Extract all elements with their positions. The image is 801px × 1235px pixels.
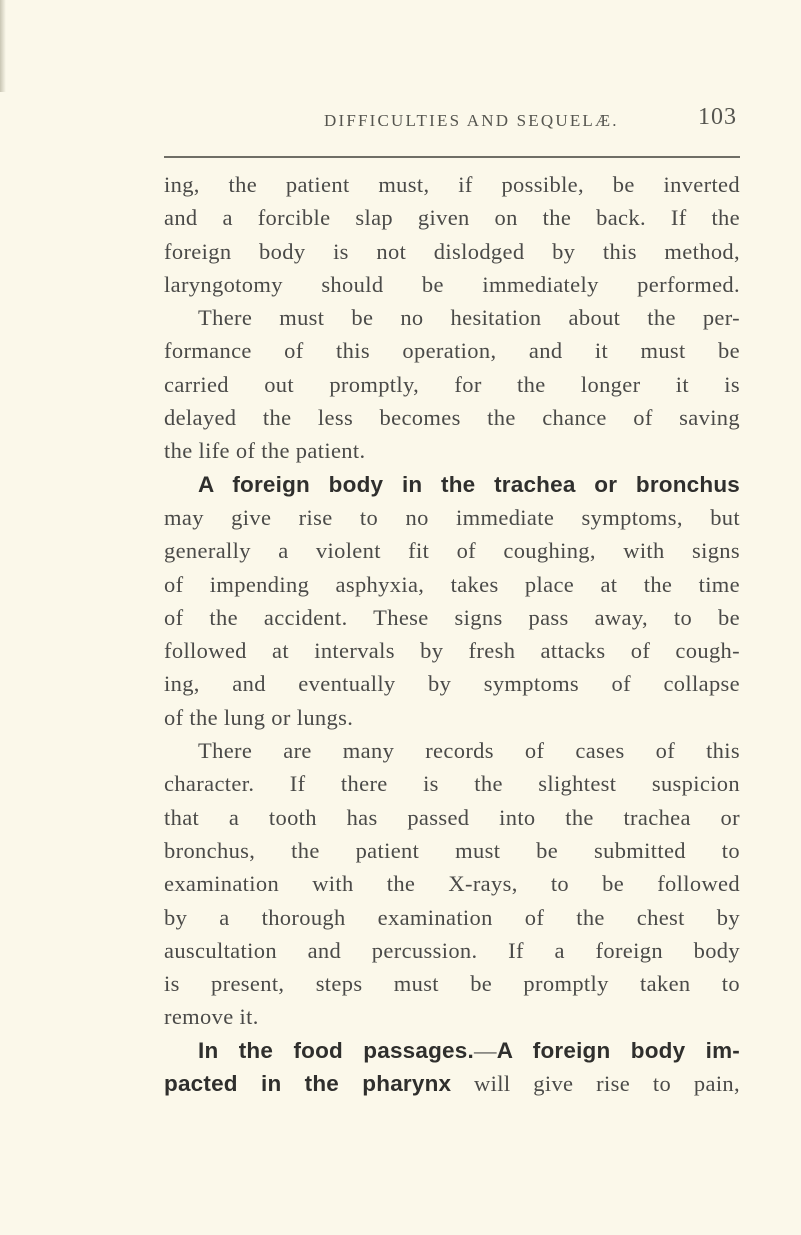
bold-text-run: In the food passages. <box>198 1037 474 1063</box>
body-text <box>164 168 740 1100</box>
text-line <box>164 1000 740 1033</box>
text-run: bronchus, the patient must be submitted to <box>164 837 740 863</box>
text-run: foreign body is not dislodged by this method, <box>164 238 740 264</box>
text-line <box>164 867 740 900</box>
text-run: There must be no hesitation about the per- <box>198 305 740 331</box>
text-run: ing, and eventually by symptoms of collapse <box>164 671 740 697</box>
text-line <box>164 601 740 634</box>
running-title: DIFFICULTIES AND SEQUELÆ. <box>324 111 619 130</box>
page-edge-shadow <box>0 0 6 92</box>
text-line <box>164 301 740 334</box>
text-line <box>164 568 740 601</box>
text-run: will give rise to pain, <box>451 1071 740 1097</box>
text-run: laryngotomy should be immediately performed. <box>164 271 740 297</box>
text-run: may give rise to no immediate symptoms, but <box>164 504 740 530</box>
text-run: examination with the X-rays, to be followed <box>164 871 740 897</box>
text-run: ing, the patient must, if possible, be inverted <box>164 172 740 197</box>
text-run: delayed the less becomes the chance of saving <box>164 405 740 431</box>
text-line <box>164 901 740 934</box>
running-head <box>164 104 740 138</box>
page-number: 103 <box>698 104 737 130</box>
header-rule <box>164 156 740 158</box>
text-line <box>164 401 740 434</box>
text-line <box>164 468 740 501</box>
text-line <box>164 201 740 234</box>
text-line <box>164 235 740 268</box>
text-run: carried out promptly, for the longer it is <box>164 371 740 397</box>
text-line <box>164 734 740 767</box>
text-line <box>164 1034 740 1067</box>
text-run: generally a violent fit of coughing, with signs <box>164 538 740 564</box>
text-line <box>164 368 740 401</box>
text-line <box>164 801 740 834</box>
bold-text-run: A foreign body im- <box>496 1037 740 1063</box>
text-run: that a tooth has passed into the trachea or <box>164 804 740 830</box>
text-run: character. If there is the slightest suspicion <box>164 771 740 797</box>
text-line <box>164 334 740 367</box>
text-run: of the accident. These signs pass away, to be <box>164 604 740 630</box>
text-run: formance of this operation, and it must be <box>164 338 740 364</box>
text-run: followed at intervals by fresh attacks of cough- <box>164 638 740 664</box>
text-line <box>164 834 740 867</box>
text-run: remove it. <box>164 1004 259 1030</box>
bold-text-run: pacted in the pharynx <box>164 1071 452 1097</box>
bold-text-run: A foreign body in the trachea or bronchus <box>198 471 740 497</box>
text-line <box>164 967 740 1000</box>
text-run: There are many records of cases of this <box>198 738 740 764</box>
text-line <box>164 501 740 534</box>
text-line <box>164 667 740 700</box>
text-run: by a thorough examination of the chest by <box>164 904 740 930</box>
text-line <box>164 634 740 667</box>
text-run: and a forcible slap given on the back. If the <box>164 205 740 231</box>
text-line <box>164 534 740 567</box>
text-run: — <box>473 1037 497 1063</box>
text-run: of the lung or lungs. <box>164 704 354 730</box>
text-line <box>164 934 740 967</box>
text-run: is present, steps must be promptly taken to <box>164 971 740 997</box>
text-line <box>164 767 740 800</box>
text-line <box>164 268 740 301</box>
text-line <box>164 1067 740 1100</box>
text-line <box>164 701 740 734</box>
text-line <box>164 434 740 467</box>
text-line <box>164 168 740 201</box>
text-run: auscultation and percussion. If a foreign body <box>164 937 740 963</box>
text-run: the life of the patient. <box>164 438 366 464</box>
text-run: of impending asphyxia, takes place at the time <box>164 571 740 597</box>
